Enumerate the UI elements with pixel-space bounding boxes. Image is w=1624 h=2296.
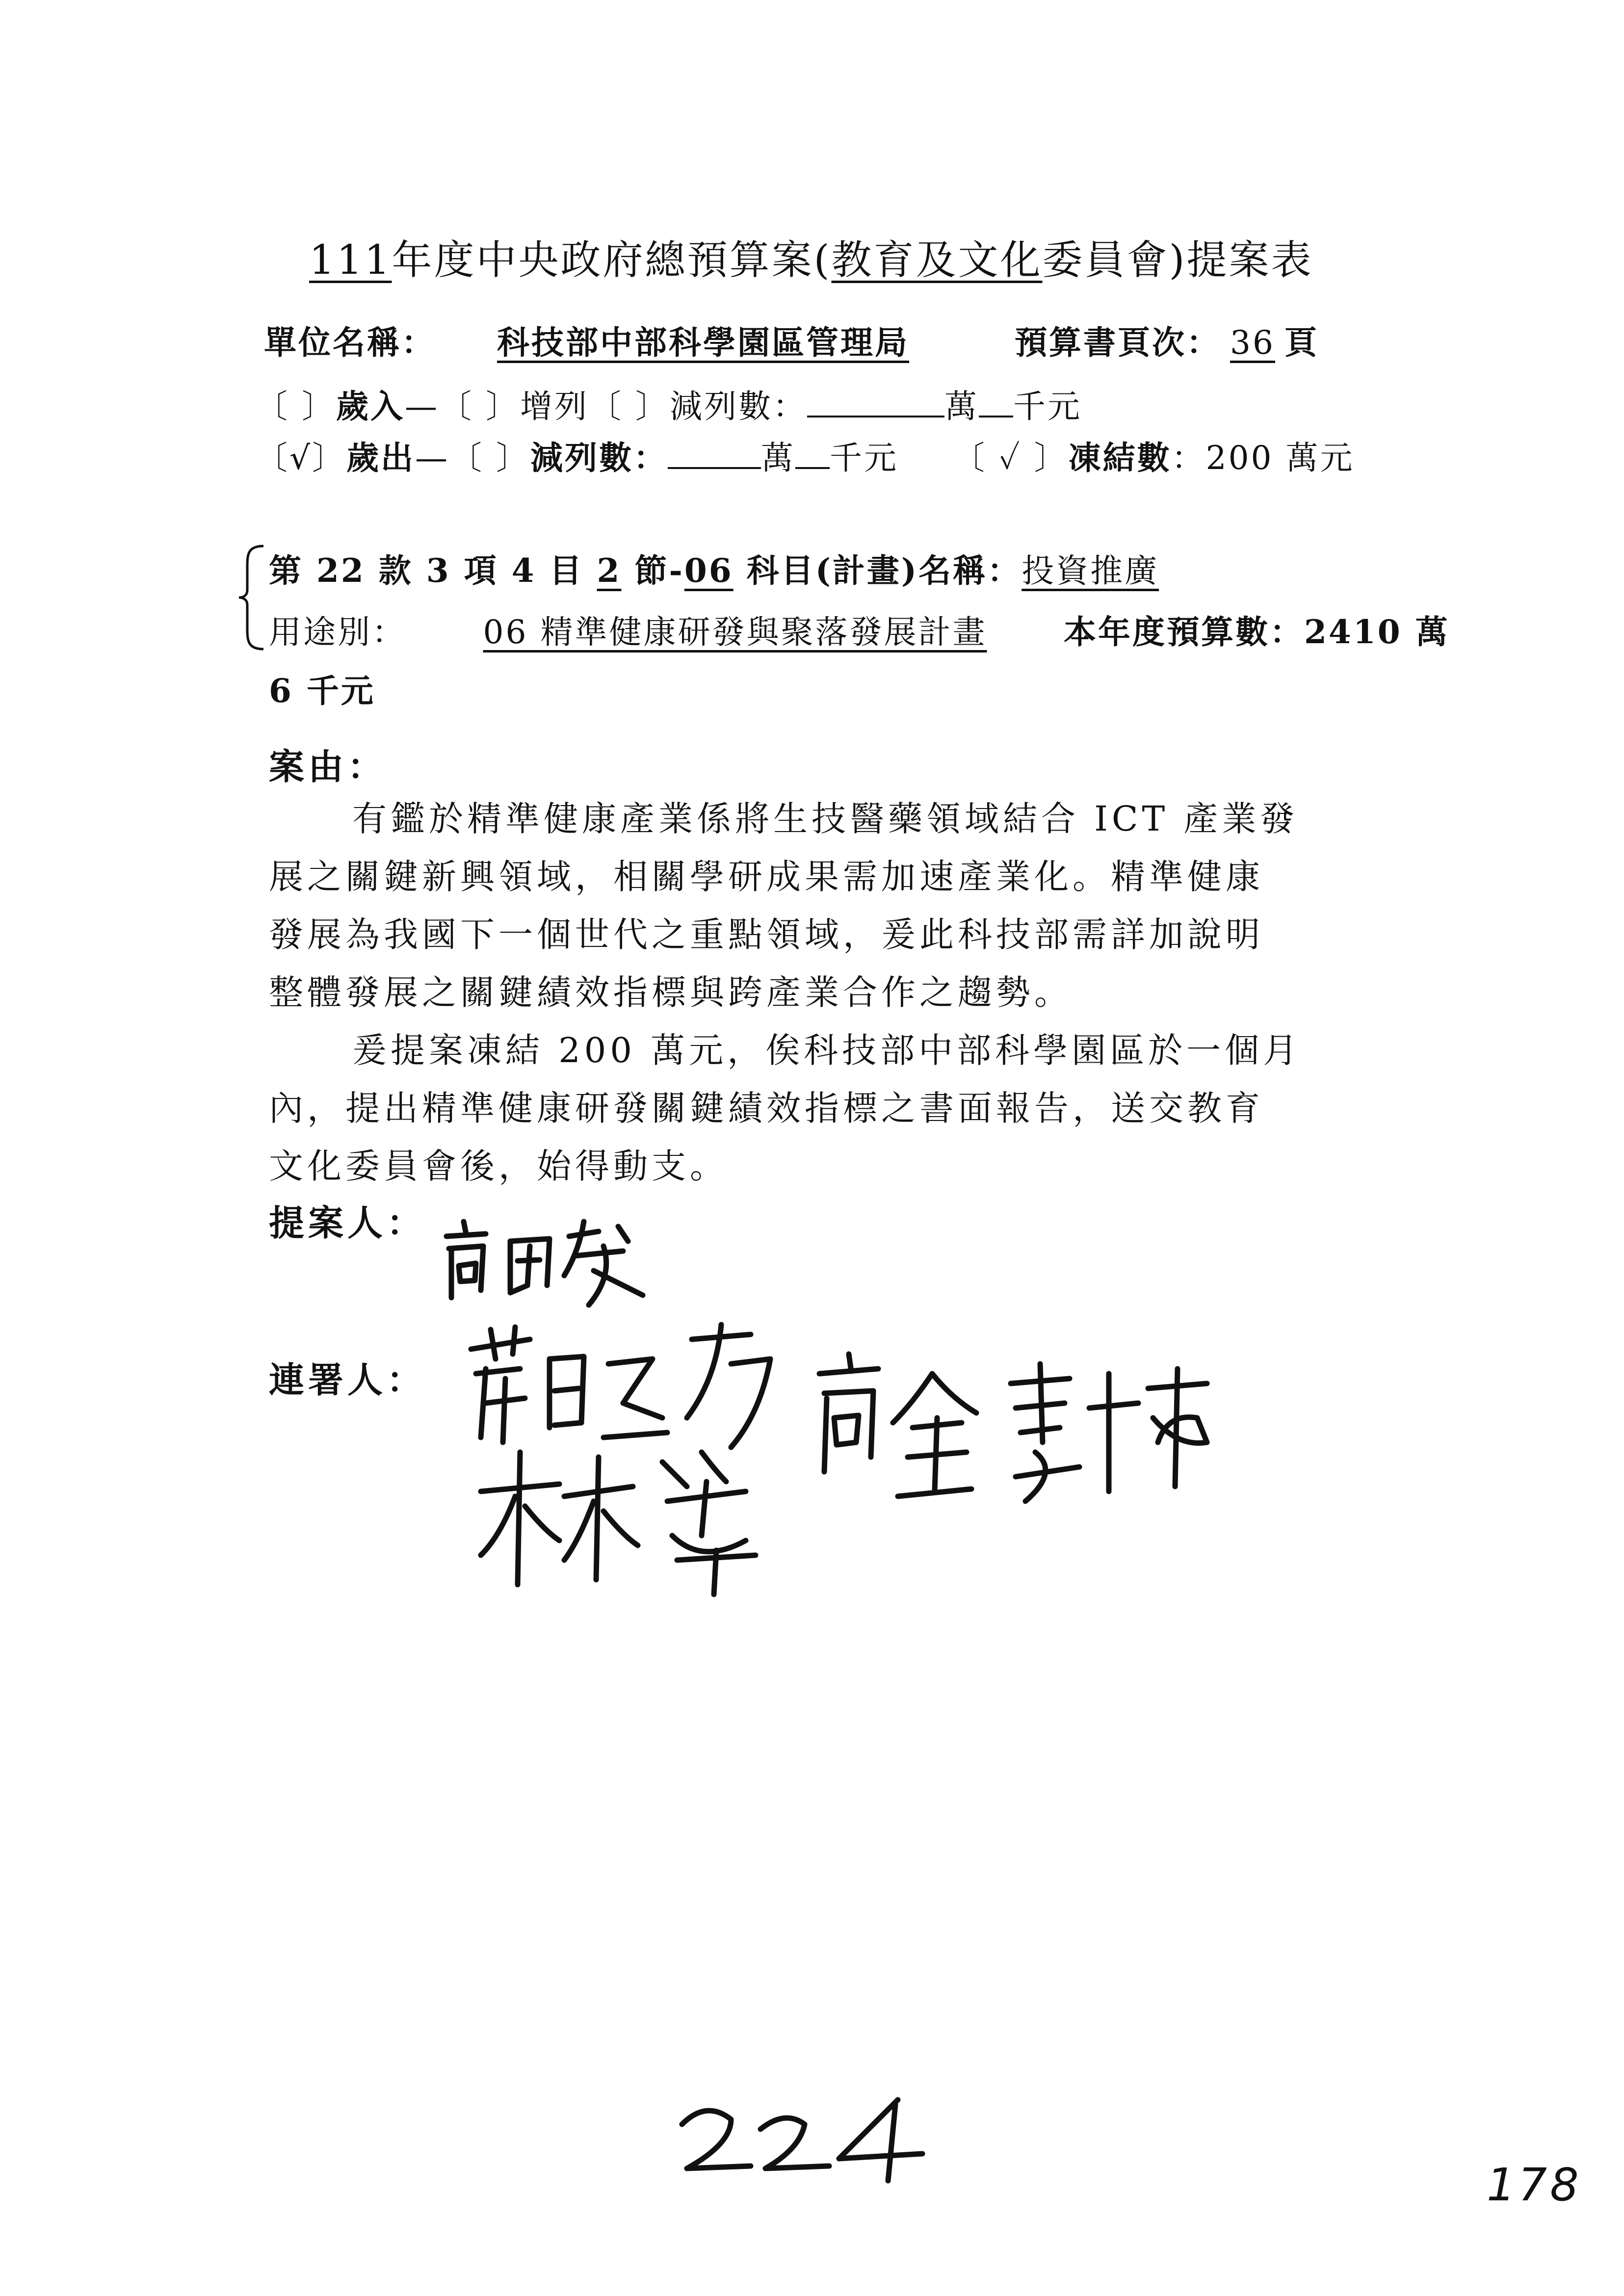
subject-number: 06 bbox=[684, 551, 733, 590]
item-line bbox=[269, 545, 1159, 591]
corner-number: 178 bbox=[1487, 2159, 1582, 2211]
item-part2: 節- bbox=[621, 551, 684, 590]
budget-label: 本年度預算數：2410 萬 bbox=[1064, 613, 1450, 651]
usage-label: 用途別： bbox=[269, 613, 406, 651]
proposer-label: 提案人： bbox=[269, 1202, 426, 1244]
reason-p2-line: 內，提出精準健康研發關鍵績效指標之書面報告，送交教育 bbox=[269, 1088, 1264, 1128]
freeze-box: 〔 ✓ 〕 bbox=[952, 439, 1069, 477]
exp-wan: 萬 bbox=[761, 439, 796, 477]
exp-decrease-label: 減列數： bbox=[530, 439, 668, 477]
budget-continued: 6 千元 bbox=[269, 672, 375, 710]
usage-value: 06 精準健康研發與聚落發展計畫 bbox=[483, 613, 987, 651]
proposer-signature bbox=[437, 1212, 672, 1315]
revenue-label: 歲入 bbox=[336, 387, 405, 425]
exp-qian: 千元 bbox=[830, 439, 899, 477]
page-label: 預算書頁次： bbox=[1015, 323, 1221, 362]
title-part1: 年度中央政府總預算案( bbox=[392, 237, 832, 284]
freeze-value: ：200 萬元 bbox=[1171, 439, 1355, 477]
exp-blank-wan bbox=[668, 439, 761, 469]
revenue-wan: 萬 bbox=[944, 388, 979, 425]
increase-label: 增列 bbox=[520, 388, 589, 425]
reason-text bbox=[269, 790, 1301, 1195]
revenue-decrease-label: 減列數： bbox=[669, 388, 807, 425]
revenue-qian: 千元 bbox=[1013, 388, 1082, 425]
revenue-dash: — bbox=[404, 388, 439, 425]
reason-p2-line: 文化委員會後，始得動支。 bbox=[269, 1146, 728, 1186]
item-part1: 第 22 款 3 項 4 目 bbox=[269, 551, 597, 590]
form-title bbox=[309, 228, 1313, 286]
expenditure-dash: — bbox=[415, 439, 450, 477]
usage-line bbox=[269, 606, 1450, 652]
expenditure-label: 歲出 bbox=[346, 439, 416, 477]
reason-p1-line: 整體發展之關鍵績效指標與跨產業合作之趨勢。 bbox=[269, 972, 1073, 1013]
cosigner-signature-2 bbox=[805, 1344, 1246, 1531]
reason-p2-line: 爰提案凍結 200 萬元，俟科技部中部科學園區於一個月 bbox=[352, 1030, 1302, 1070]
item-part3: 科目(計畫)名稱： bbox=[733, 551, 1022, 590]
revenue-box: 〔 〕 bbox=[255, 388, 336, 425]
expenditure-box: 〔√〕 bbox=[255, 439, 347, 477]
page-value: 36 bbox=[1230, 324, 1275, 362]
page-number bbox=[677, 2110, 696, 2121]
reason-p1-line: 發展為我國下一個世代之重點領域，爰此科技部需詳加說明 bbox=[269, 914, 1264, 955]
cosigners-label: 連署人： bbox=[269, 1359, 426, 1401]
freeze-label: 凍結數 bbox=[1068, 439, 1172, 477]
left-brace bbox=[236, 544, 266, 652]
reason-label: 案由： bbox=[269, 746, 387, 787]
page-number-handwritten bbox=[677, 2095, 932, 2183]
blank-qian bbox=[979, 387, 1013, 417]
reason-p1-line: 有鑑於精準健康產業係將生技醫藥領域結合 ICT 產業發 bbox=[352, 799, 1299, 839]
cosigner-signature-3 bbox=[471, 1437, 814, 1599]
reason-p1-line: 展之關鍵新興領域，相關學研成果需加速產業化。精準健康 bbox=[269, 857, 1264, 897]
unit-label: 單位名稱： bbox=[264, 323, 436, 362]
unit-line bbox=[264, 316, 1319, 363]
expenditure-line bbox=[255, 432, 1355, 478]
section-number: 2 bbox=[597, 551, 622, 590]
decrease-box: 〔 〕 bbox=[588, 388, 670, 425]
exp-decrease-box: 〔 〕 bbox=[449, 439, 531, 477]
subject-name: 投資推廣 bbox=[1022, 552, 1159, 590]
exp-blank-qian bbox=[795, 439, 830, 469]
page-suffix: 頁 bbox=[1284, 323, 1319, 362]
revenue-line bbox=[255, 380, 1082, 427]
blank-wan bbox=[807, 387, 944, 417]
title-committee: 教育及文化 bbox=[831, 237, 1043, 284]
unit-name: 科技部中部科學園區管理局 bbox=[497, 323, 909, 362]
title-part2: 委員會)提案表 bbox=[1042, 237, 1313, 284]
increase-box: 〔 〕 bbox=[439, 388, 520, 425]
title-year: 111 bbox=[309, 237, 392, 284]
